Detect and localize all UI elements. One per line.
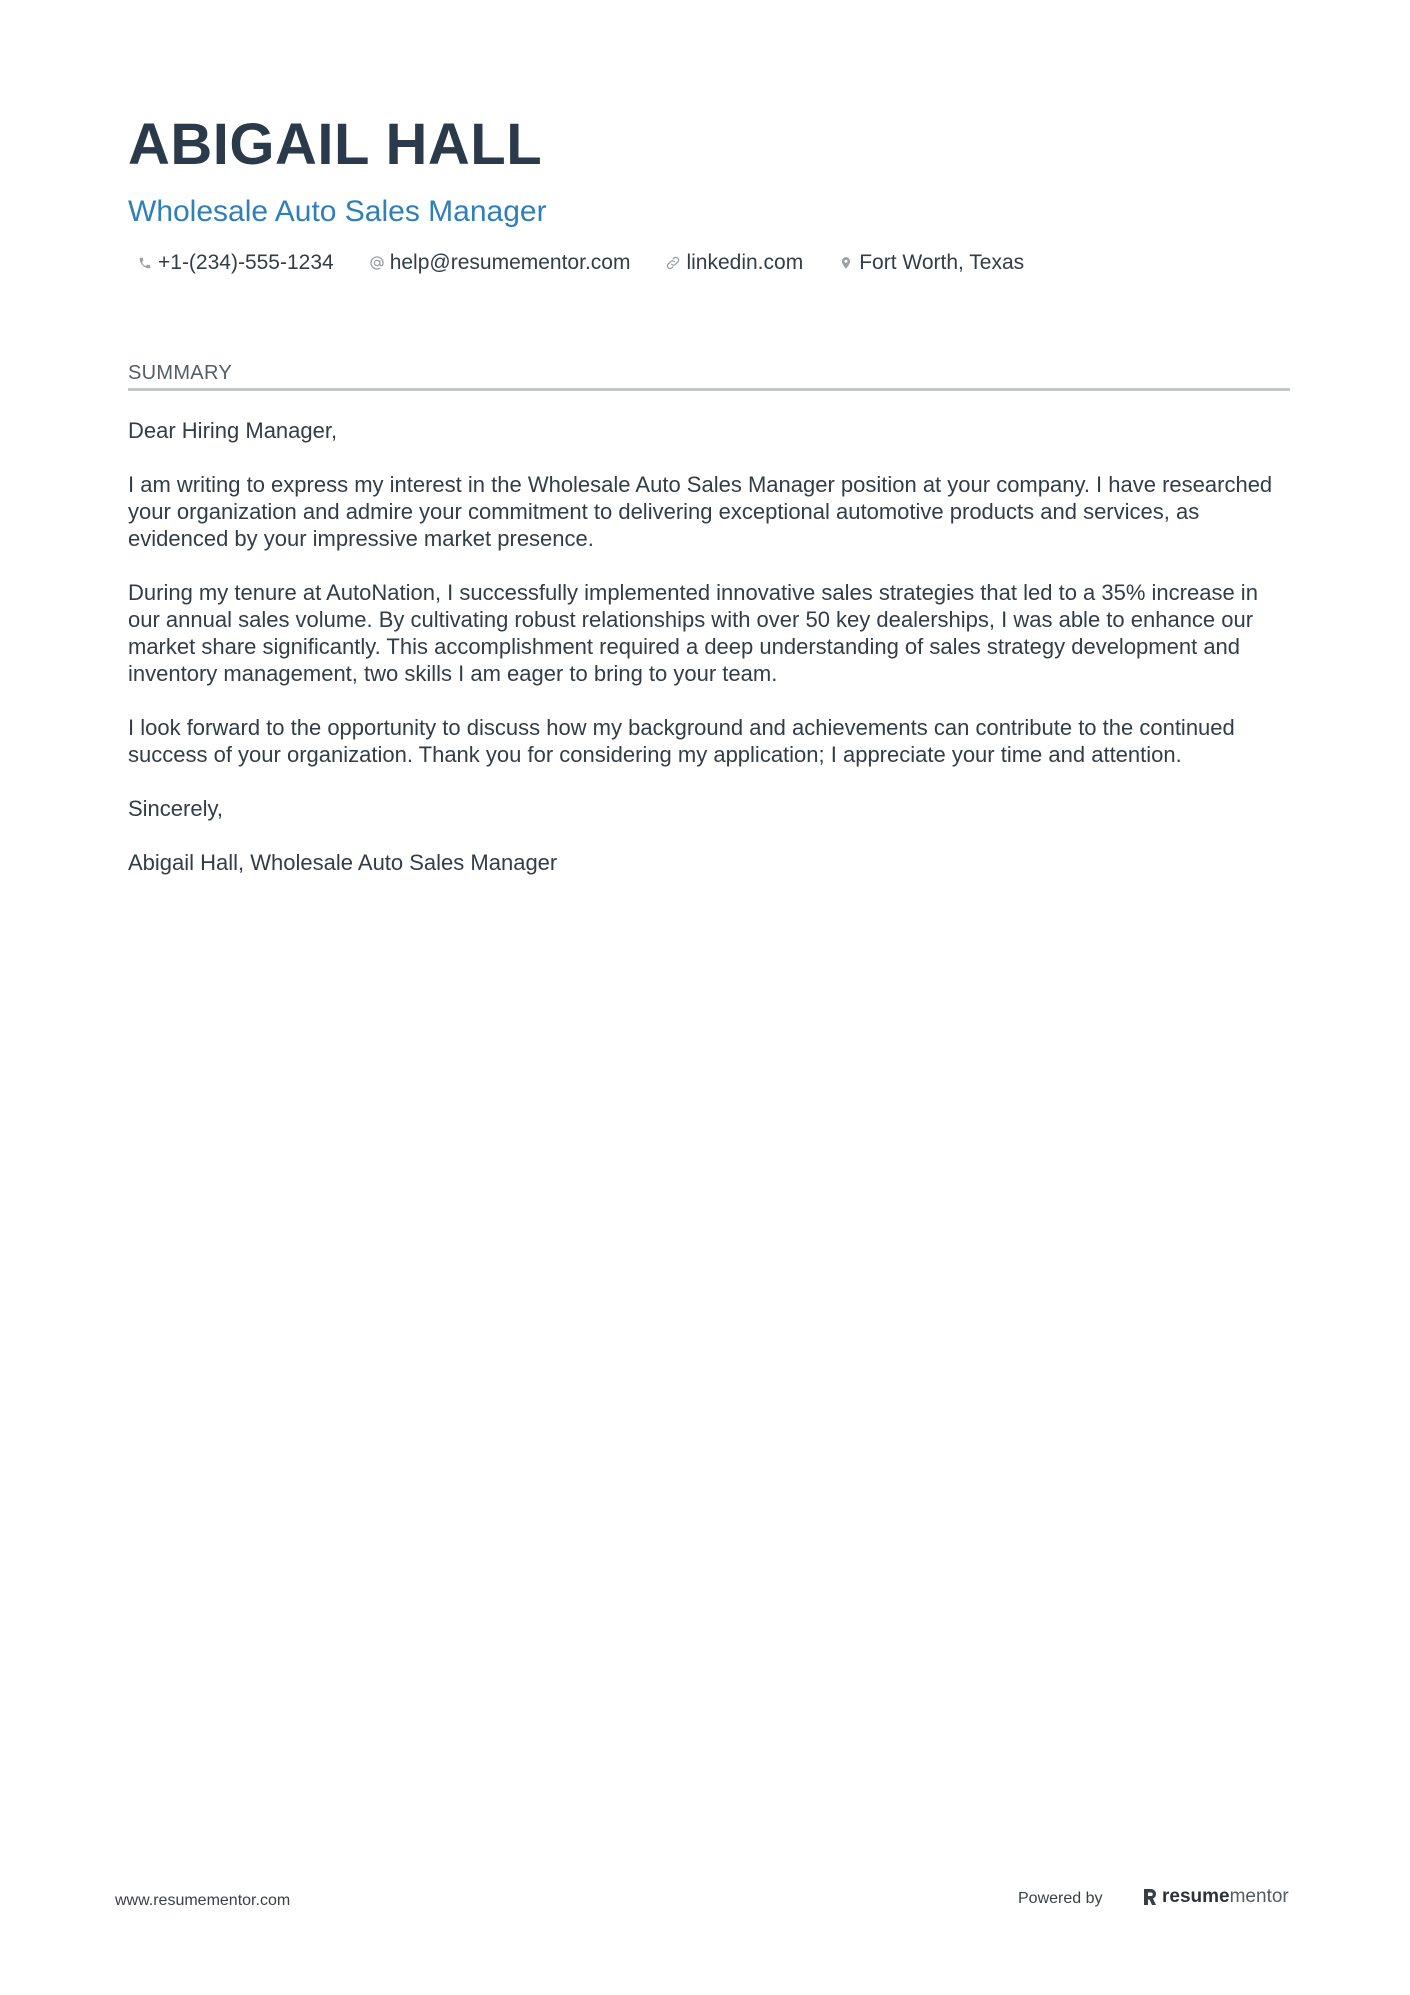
phone-icon — [136, 254, 154, 272]
header — [128, 112, 1290, 276]
signature: Abigail Hall, Wholesale Auto Sales Manager — [128, 850, 558, 875]
phone-number: +1-(234)-555-1234 — [158, 251, 334, 274]
logo-text-light: mentor — [1229, 1886, 1289, 1907]
contact-phone — [128, 250, 334, 276]
salutation: Dear Hiring Manager, — [128, 418, 338, 443]
location-text: Fort Worth, Texas — [859, 251, 1025, 274]
contact-location — [829, 250, 1024, 276]
footer — [0, 1880, 1410, 1920]
link-icon — [664, 254, 682, 272]
section-heading: SUMMARY — [128, 360, 1290, 391]
resumementor-logo-icon — [1142, 1887, 1158, 1907]
letter-body — [128, 417, 1290, 876]
map-pin-icon — [837, 254, 855, 272]
powered-by-label: Powered by — [1018, 1890, 1103, 1907]
contact-info — [128, 250, 1290, 276]
summary-section — [128, 360, 1290, 903]
at-sign-icon — [368, 254, 386, 272]
letter-paragraph: I am writing to express my interest in the Wholesale Auto Sales Manager position at your company. I have researched your organization and admire your commitment to delivering exceptional automotive products and services, as evidenced by your impressive market presence. — [128, 472, 1273, 551]
job-title: Wholesale Auto Sales Manager — [128, 195, 547, 228]
logo-text-bold: resume — [1162, 1886, 1230, 1907]
email-address: help@resumementor.com — [389, 251, 631, 274]
contact-email — [360, 250, 631, 276]
linkedin-link[interactable]: linkedin.com — [686, 251, 804, 274]
contact-linkedin — [656, 250, 803, 276]
letter-paragraph: During my tenure at AutoNation, I successfully implemented innovative sales strategies that led to a 35% increase in our annual sales volume. By cultivating robust relationships with over 50 key dealerships, I was able to enhance our market share significantly. This accomplishment required a deep understanding of sales strategy development and inventory management, two skills I am eager to bring to your team. — [128, 580, 1258, 686]
footer-website-link[interactable]: www.resumementor.com — [115, 1892, 291, 1909]
candidate-name: ABIGAIL HALL — [128, 112, 543, 177]
closing: Sincerely, — [128, 796, 223, 821]
resumementor-logo[interactable] — [1142, 1886, 1289, 1908]
letter-paragraph: I look forward to the opportunity to discuss how my background and achievements can contribute to the continued success of your organization. Thank you for considering my application; I appreciate your time and attention. — [128, 715, 1235, 767]
